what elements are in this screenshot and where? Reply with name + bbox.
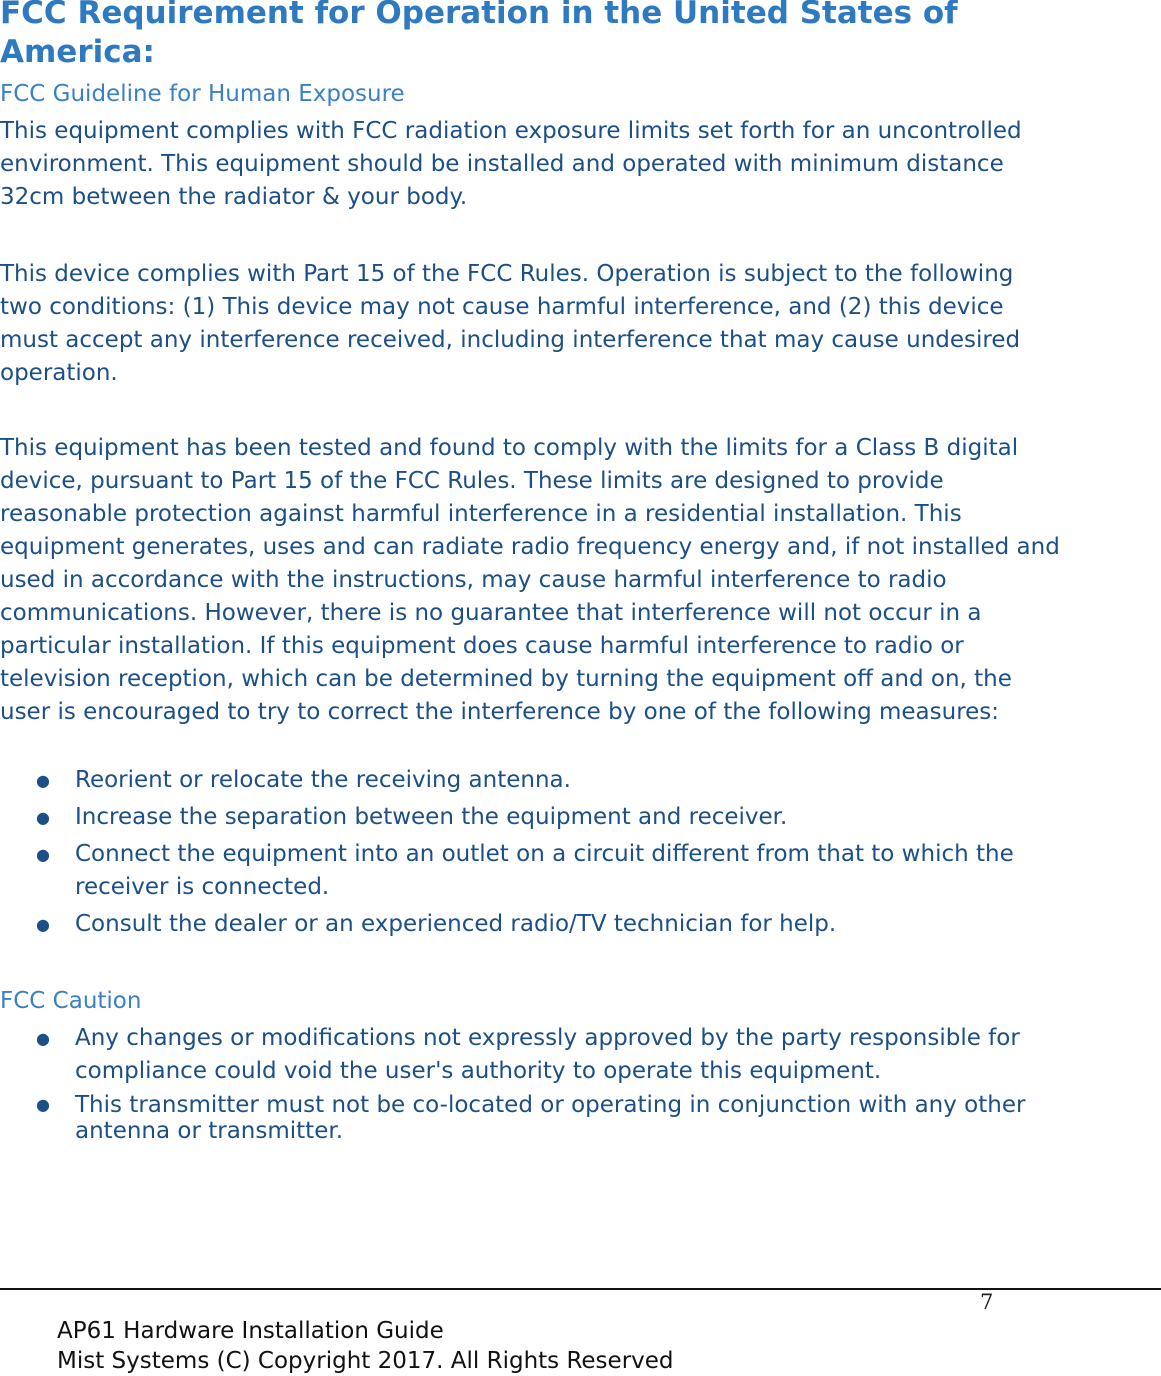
- measures-list: [0, 764, 1100, 945]
- measure-text: Consult the dealer or an experienced radio/TV technician for help.: [75, 911, 837, 937]
- footer-guide-title: AP61 Hardware Installation Guide: [57, 1318, 444, 1344]
- bullet-icon: ●: [36, 771, 50, 790]
- caution-text: This transmitter must not be co-located or operating in conjunction with any other antenna or transmitter.: [75, 1092, 1026, 1144]
- guideline-heading: FCC Guideline for Human Exposure: [0, 81, 405, 107]
- footer-copyright: Mist Systems (C) Copyright 2017. All Rights Reserved: [57, 1348, 674, 1374]
- part15-conditions-paragraph: This device complies with Part 15 of the FCC Rules. Operation is subject to the following two conditions: (1) This device may not cause harmful interference, and (2) this device must accept any interference received, including interference that may cause undesired operation.: [0, 261, 1021, 386]
- bullet-icon: ●: [36, 1095, 50, 1114]
- measure-text: Reorient or relocate the receiving antenna.: [75, 767, 571, 793]
- caution-heading: FCC Caution: [0, 988, 142, 1014]
- page-title: FCC Requirement for Operation in the United States of America:: [0, 0, 958, 70]
- page-number: 7: [980, 1290, 994, 1314]
- exposure-paragraph: This equipment complies with FCC radiation exposure limits set forth for an uncontrolled environment. This equipment should be installed and operated with minimum distance 32cm between the radiator & your body.: [0, 118, 1022, 210]
- list-item: [0, 1092, 1065, 1144]
- list-item: [0, 764, 1065, 797]
- measure-text: Connect the equipment into an outlet on a circuit different from that to which the receiver is connected.: [75, 841, 1014, 900]
- bullet-icon: ●: [36, 845, 50, 864]
- bullet-icon: ●: [36, 915, 50, 934]
- measure-text: Increase the separation between the equipment and receiver.: [75, 804, 788, 830]
- bullet-icon: ●: [36, 1029, 50, 1048]
- bullet-icon: ●: [36, 808, 50, 827]
- caution-list: [0, 1022, 1100, 1148]
- list-item: [0, 838, 1065, 904]
- list-item: [0, 801, 1065, 834]
- class-b-paragraph: This equipment has been tested and found to comply with the limits for a Class B digital device, pursuant to Part 15 of the FCC Rules. These limits are designed to provide reasonable protection against harmful interference in a residential installation. This equipment generates, uses and can radiate radio frequency energy and, if not installed and used in accordance with the instructions, may cause harmful interference to radio communications. However, there is no guarantee that interference will not occur in a particular installation. If this equipment does cause harmful interference to radio or television reception, which can be determined by turning the equipment off and on, the user is encouraged to try to correct the interference by one of the following measures:: [0, 435, 1060, 725]
- caution-text: Any changes or modifications not expressly approved by the party responsible for compliance could void the user's authority to operate this equipment.: [75, 1025, 1020, 1084]
- list-item: [0, 908, 1065, 941]
- list-item: [0, 1022, 1065, 1088]
